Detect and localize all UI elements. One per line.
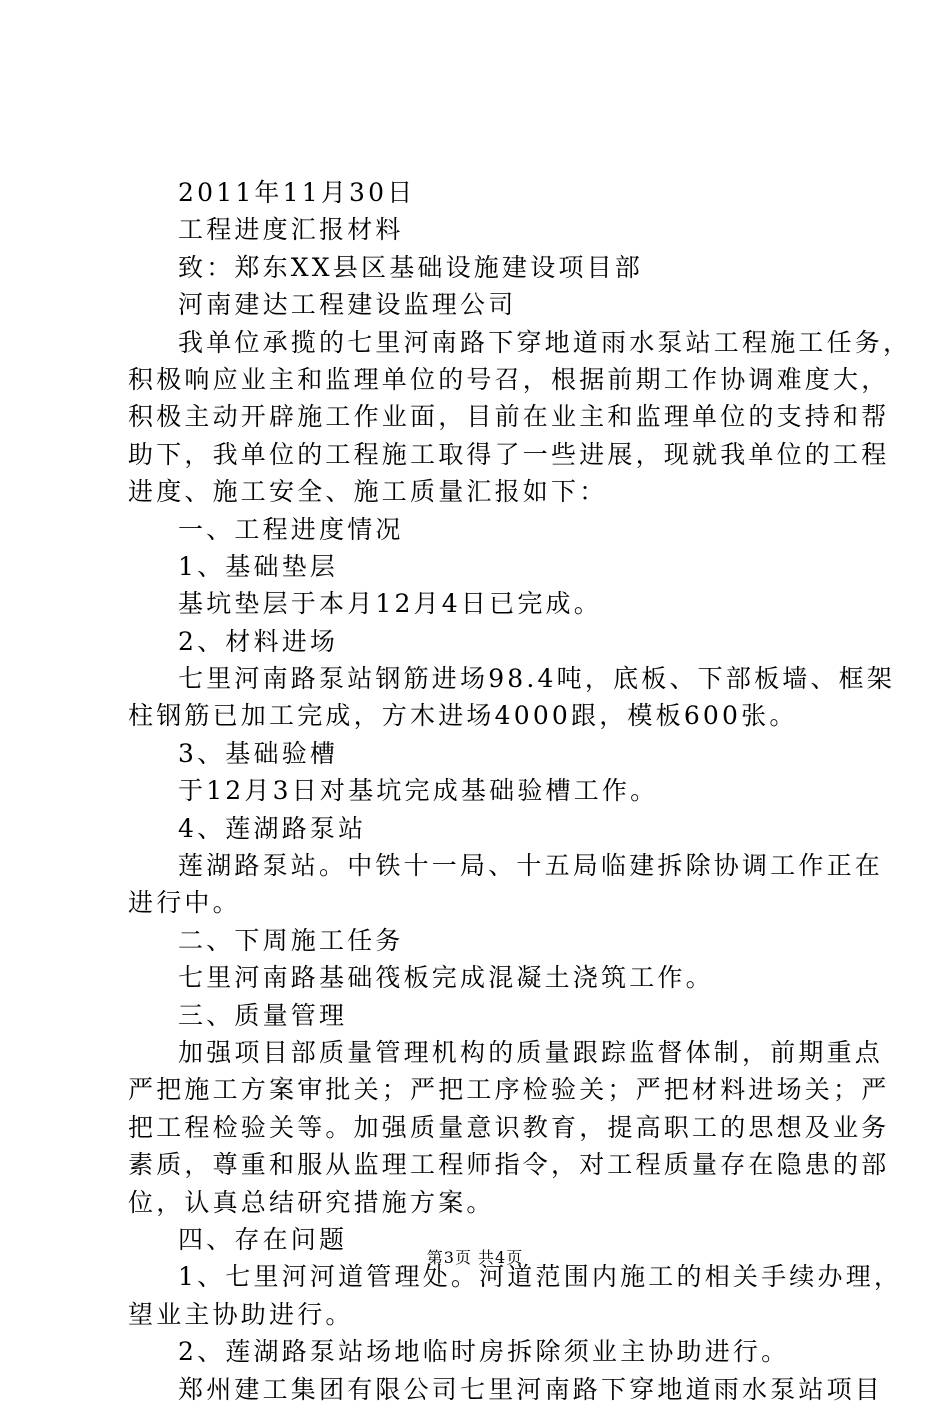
text-line: 工程进度汇报材料 [178,215,404,245]
text-line: 郑州建工集团有限公司七里河南路下穿地道雨水泵站项目 [178,1374,884,1404]
text-line: 二、下周施工任务 [178,925,404,955]
text-line: 于12月3日对基坑完成基础验槽工作。 [178,776,659,806]
text-line: 2、莲湖路泵站场地临时房拆除须业主协助进行。 [178,1337,790,1367]
text-line: 七里河南路基础筏板完成混凝土浇筑工作。 [178,963,714,993]
page-footer: 第3页 共4页 [426,1248,524,1267]
text-line: 进行中。 [128,888,241,918]
text-line: 加强项目部质量管理机构的质量跟踪监督体制，前期重点 [178,1037,884,1067]
text-line: 4、莲湖路泵站 [178,813,367,843]
text-line: 莲湖路泵站。中铁十一局、十五局临建拆除协调工作正在 [178,851,884,881]
text-line: 位，认真总结研究措施方案。 [128,1187,495,1217]
text-line: 积极响应业主和监理单位的号召，根据前期工作协调难度大， [128,364,890,394]
text-line: 把工程检验关等。加强质量意识教育，提高职工的思想及业务 [128,1112,890,1142]
text-line: 2011年11月30日 [178,178,416,207]
text-line: 基坑垫层于本月12月4日已完成。 [178,589,602,619]
text-line: 一、工程进度情况 [178,514,404,544]
text-line: 四、存在问题 [178,1224,348,1254]
text-line: 积极主动开辟施工作业面，目前在业主和监理单位的支持和帮 [128,402,890,432]
text-line: 2、材料进场 [178,626,339,656]
text-line: 望业主协助进行。 [128,1299,354,1329]
text-line: 我单位承揽的七里河南路下穿地道雨水泵站工程施工任务， [178,327,912,357]
text-line: 柱钢筋已加工完成，方木进场4000跟，模板600张。 [128,701,798,731]
document-body [128,174,912,1408]
text-line: 七里河南路泵站钢筋进场98.4吨，底板、下部板墙、框架 [178,664,896,694]
text-line: 河南建达工程建设监理公司 [178,290,517,320]
text-line: 3、基础验槽 [178,738,339,768]
text-line: 素质，尊重和服从监理工程师指令，对工程质量存在隐患的部 [128,1150,890,1180]
text-line: 严把施工方案审批关；严把工序检验关；严把材料进场关；严 [128,1075,890,1105]
text-line: 三、质量管理 [178,1000,348,1030]
text-line: 进度、施工安全、施工质量汇报如下： [128,477,608,507]
text-line: 助下，我单位的工程施工取得了一些进展，现就我单位的工程 [128,439,890,469]
text-line: 致：郑东XX县区基础设施建设项目部 [178,252,643,282]
text-line: 1、七里河河道管理处。河道范围内施工的相关手续办理， [178,1262,903,1292]
text-line: 1、基础垫层 [178,551,339,581]
